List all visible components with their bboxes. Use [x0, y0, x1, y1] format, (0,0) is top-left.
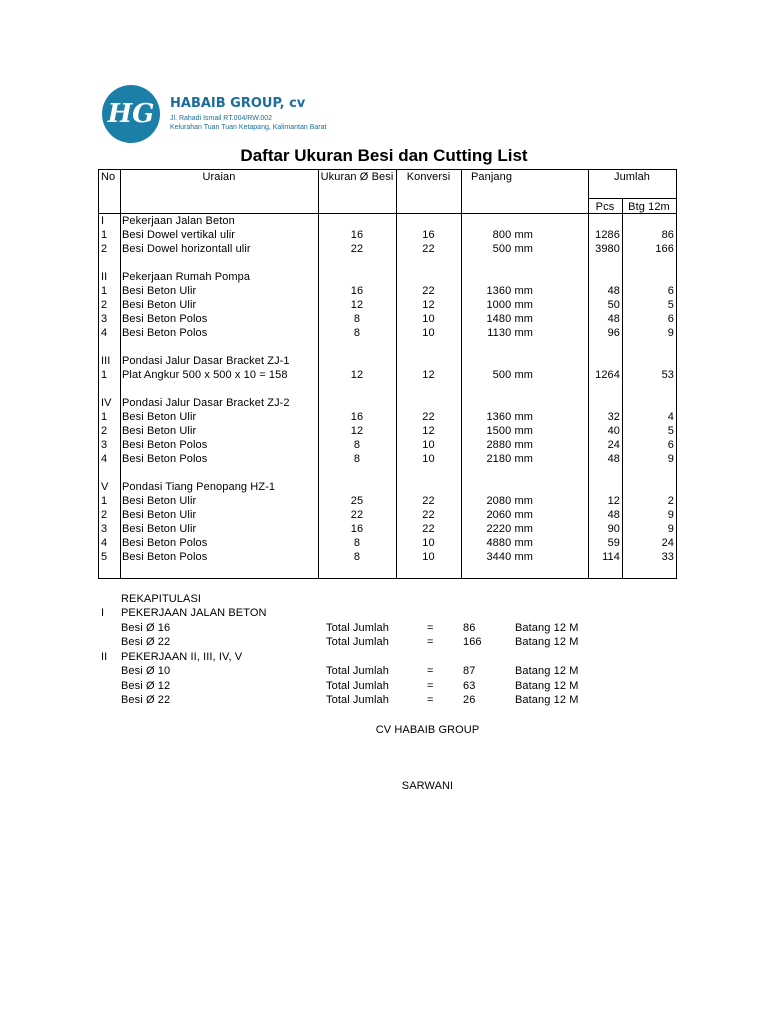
cell-panjang: 4880 mm — [486, 537, 533, 549]
cell-no: 1 — [101, 229, 108, 241]
cell-no: 2 — [101, 425, 108, 437]
cell-ukuran: 25 — [350, 495, 364, 507]
cell-pcs: 90 — [607, 523, 620, 535]
rekap-title: REKAPITULASI — [121, 593, 202, 605]
cell-konversi: 12 — [422, 369, 435, 381]
rekap-item-value: 63 — [463, 679, 476, 692]
header-panjang: Panjang — [471, 171, 513, 183]
cell-konversi: 10 — [422, 453, 435, 465]
cell-no: 1 — [101, 369, 108, 381]
cell-pcs: 48 — [607, 509, 620, 521]
cell-ukuran: 8 — [353, 537, 361, 549]
cell-panjang: 500 mm — [492, 243, 533, 255]
cell-no: IV — [101, 397, 112, 409]
cell-pcs: 3980 — [595, 243, 620, 255]
rekap-item-unit: Batang 12 M — [515, 636, 579, 648]
rekap-section-no: II — [101, 650, 108, 663]
cell-no: V — [101, 481, 109, 493]
cell-panjang: 800 mm — [492, 229, 533, 241]
cell-ukuran: 8 — [353, 313, 361, 325]
cell-ukuran: 8 — [353, 439, 361, 451]
cell-panjang: 3440 mm — [486, 551, 533, 563]
cell-pcs: 50 — [607, 299, 620, 311]
cell-pcs: 48 — [607, 453, 620, 465]
cell-no: 1 — [101, 495, 108, 507]
cell-ukuran: 8 — [353, 551, 361, 563]
cell-konversi: 12 — [422, 425, 435, 437]
rekap-section-title: PEKERJAAN II, III, IV, V — [121, 650, 243, 663]
rekap-item-unit: Batang 12 M — [515, 679, 579, 692]
cell-uraian: Pondasi Jalur Dasar Bracket ZJ-1 — [122, 355, 290, 367]
cell-no: 3 — [101, 523, 108, 535]
rekap-item-unit: Batang 12 M — [515, 694, 579, 706]
cell-btg: 5 — [667, 299, 674, 311]
rekap-item-unit: Batang 12 M — [515, 665, 579, 677]
company-address-line2: Kelurahan Tuan Tuan Ketapang, Kalimantan Barat — [170, 124, 327, 131]
cell-konversi: 10 — [422, 537, 435, 549]
rekap-item-label: Besi Ø 22 — [121, 694, 171, 706]
cell-konversi: 10 — [422, 439, 435, 451]
company-name: HABAIB GROUP, cv — [170, 96, 306, 111]
cell-ukuran: 12 — [350, 299, 364, 311]
cell-no: 4 — [101, 327, 108, 339]
cell-panjang: 1480 mm — [486, 313, 533, 325]
rekap-item-total-label: Total Jumlah — [326, 636, 389, 648]
cell-pcs: 40 — [607, 425, 620, 437]
cell-btg: 5 — [667, 425, 674, 437]
cell-panjang: 1360 mm — [486, 411, 533, 423]
cell-pcs: 59 — [607, 537, 620, 549]
cell-konversi: 10 — [422, 313, 435, 325]
cell-pcs: 24 — [607, 439, 620, 451]
footer-signatory: SARWANI — [401, 780, 454, 792]
cell-konversi: 16 — [422, 229, 435, 241]
cell-uraian: Pekerjaan Jalan Beton — [122, 215, 235, 227]
cell-btg: 24 — [661, 537, 674, 549]
company-address-line1: Jl. Rahadi Ismail RT.004/RW.002 — [170, 115, 273, 122]
cell-btg: 166 — [655, 243, 674, 255]
rekap-item-total-label: Total Jumlah — [326, 665, 389, 677]
rekap-item-value: 86 — [463, 621, 476, 634]
cell-ukuran: 22 — [350, 509, 364, 521]
cell-no: 3 — [101, 439, 108, 451]
rekap-item-total-label: Total Jumlah — [326, 621, 389, 634]
cell-uraian: Besi Beton Polos — [122, 537, 208, 549]
rekap-item-value: 26 — [463, 694, 476, 706]
cell-konversi: 22 — [422, 411, 435, 423]
rekap-item-equals: = — [427, 636, 434, 648]
cell-uraian: Besi Beton Polos — [122, 551, 208, 563]
cell-uraian: Besi Beton Ulir — [122, 495, 197, 507]
header-ukuran: Ukuran Ø Besi — [320, 171, 394, 183]
cell-konversi: 10 — [422, 551, 435, 563]
cell-no: 1 — [101, 411, 108, 423]
document-title: Daftar Ukuran Besi dan Cutting List — [240, 146, 528, 165]
cell-ukuran: 16 — [350, 411, 364, 423]
header-btg: Btg 12m — [628, 201, 670, 213]
header-no: No — [101, 171, 116, 183]
rekap-item-equals: = — [427, 679, 434, 692]
cell-konversi: 22 — [422, 285, 435, 297]
cell-no: II — [101, 271, 108, 283]
cell-pcs: 1286 — [595, 229, 620, 241]
cell-uraian: Pondasi Tiang Penopang HZ-1 — [122, 481, 276, 493]
cell-panjang: 2080 mm — [486, 495, 533, 507]
cell-pcs: 32 — [607, 411, 620, 423]
cell-konversi: 22 — [422, 509, 435, 521]
header-uraian: Uraian — [202, 171, 236, 183]
cell-ukuran: 8 — [353, 327, 361, 339]
cell-pcs: 48 — [607, 285, 620, 297]
cell-btg: 9 — [667, 509, 674, 521]
cell-no: 3 — [101, 313, 108, 325]
cell-panjang: 500 mm — [492, 369, 533, 381]
cell-btg: 4 — [667, 411, 674, 423]
cell-panjang: 1000 mm — [486, 299, 533, 311]
rekap-item-equals: = — [427, 665, 434, 677]
header-jumlah: Jumlah — [613, 171, 651, 183]
rekap-item-unit: Batang 12 M — [515, 621, 579, 634]
cell-pcs: 12 — [607, 495, 620, 507]
cell-btg: 33 — [661, 551, 674, 563]
cell-no: 1 — [101, 285, 108, 297]
cell-uraian: Besi Beton Ulir — [122, 509, 197, 521]
rekap-item-label: Besi Ø 16 — [121, 621, 171, 634]
cell-uraian: Besi Dowel horizontall ulir — [122, 243, 251, 255]
cell-btg: 9 — [667, 327, 674, 339]
cell-konversi: 10 — [422, 327, 435, 339]
cell-ukuran: 8 — [353, 453, 361, 465]
cell-no: 2 — [101, 509, 108, 521]
rekap-item-label: Besi Ø 12 — [121, 679, 171, 692]
cell-btg: 53 — [661, 369, 674, 381]
cell-ukuran: 12 — [350, 369, 364, 381]
cell-no: 4 — [101, 537, 108, 549]
cell-pcs: 1264 — [595, 369, 620, 381]
header-konversi: Konversi — [406, 171, 451, 183]
cell-uraian: Besi Beton Ulir — [122, 425, 197, 437]
cell-ukuran: 16 — [350, 229, 364, 241]
cell-uraian: Plat Angkur 500 x 500 x 10 = 158 — [122, 369, 288, 381]
cell-uraian: Besi Beton Polos — [122, 439, 208, 451]
cell-panjang: 2060 mm — [486, 509, 533, 521]
rekap-item-label: Besi Ø 22 — [121, 636, 171, 648]
cell-btg: 6 — [667, 439, 674, 451]
cell-uraian: Besi Beton Polos — [122, 453, 208, 465]
footer-company: CV HABAIB GROUP — [375, 724, 480, 736]
cell-ukuran: 22 — [350, 243, 364, 255]
cell-uraian: Besi Beton Polos — [122, 327, 208, 339]
cell-ukuran: 12 — [350, 425, 364, 437]
cell-uraian: Besi Beton Polos — [122, 313, 208, 325]
cell-btg: 2 — [667, 495, 674, 507]
cell-panjang: 1130 mm — [487, 327, 533, 339]
cell-no: 2 — [101, 243, 108, 255]
cell-uraian: Pondasi Jalur Dasar Bracket ZJ-2 — [122, 397, 290, 409]
cell-btg: 6 — [667, 285, 674, 297]
rekap-item-total-label: Total Jumlah — [326, 694, 389, 706]
rekap-item-equals: = — [427, 694, 434, 706]
cell-panjang: 2880 mm — [486, 439, 533, 451]
rekap-section-no: I — [101, 607, 105, 619]
cell-panjang: 1360 mm — [486, 285, 533, 297]
cell-no: 5 — [101, 551, 108, 563]
cell-no: I — [101, 215, 105, 227]
cell-pcs: 96 — [607, 327, 620, 339]
rekap-item-label: Besi Ø 10 — [121, 665, 171, 677]
cell-btg: 9 — [667, 523, 674, 535]
cell-uraian: Pekerjaan Rumah Pompa — [122, 271, 251, 283]
rekap-item-total-label: Total Jumlah — [326, 679, 389, 692]
cell-no: 4 — [101, 453, 108, 465]
cell-btg: 86 — [661, 229, 674, 241]
cell-konversi: 22 — [422, 243, 435, 255]
cell-uraian: Besi Beton Ulir — [122, 411, 197, 423]
cell-ukuran: 16 — [350, 285, 364, 297]
cell-panjang: 2180 mm — [486, 453, 533, 465]
rekap-section-title: PEKERJAAN JALAN BETON — [121, 607, 267, 619]
rekap-item-equals: = — [427, 621, 434, 634]
cell-uraian: Besi Dowel vertikal ulir — [122, 229, 236, 241]
cell-btg: 9 — [667, 453, 674, 465]
cell-no: III — [101, 355, 111, 367]
cell-uraian: Besi Beton Ulir — [122, 523, 197, 535]
cell-konversi: 12 — [422, 299, 435, 311]
cell-konversi: 22 — [422, 495, 435, 507]
cell-no: 2 — [101, 299, 108, 311]
cell-uraian: Besi Beton Ulir — [122, 285, 197, 297]
cell-btg: 6 — [667, 313, 674, 325]
cell-uraian: Besi Beton Ulir — [122, 299, 197, 311]
cell-pcs: 48 — [607, 313, 620, 325]
logo-letters: HG — [107, 99, 155, 129]
cell-panjang: 2220 mm — [486, 523, 533, 535]
cell-konversi: 22 — [422, 523, 435, 535]
cell-panjang: 1500 mm — [486, 425, 533, 437]
rekap-item-value: 166 — [463, 636, 482, 648]
rekap-item-value: 87 — [463, 665, 476, 677]
cell-ukuran: 16 — [350, 523, 364, 535]
header-pcs: Pcs — [595, 201, 615, 213]
cell-pcs: 114 — [602, 551, 620, 563]
